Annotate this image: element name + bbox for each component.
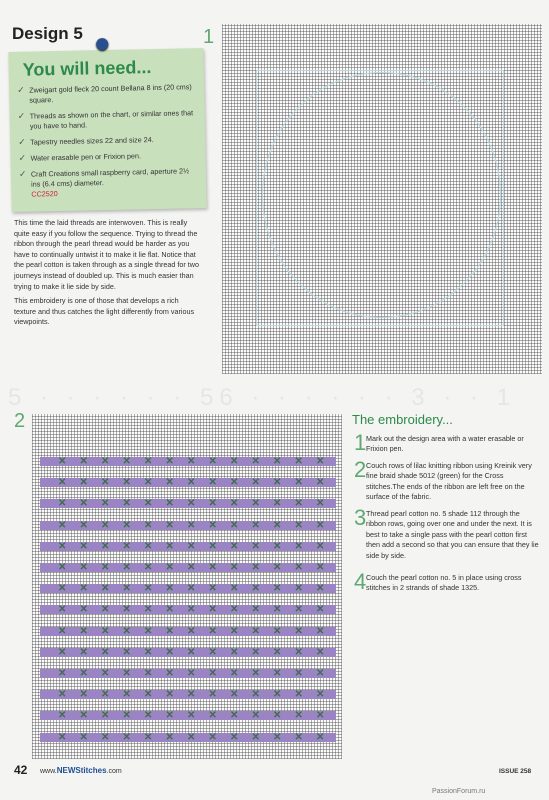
cross-stitch: ✕ — [273, 689, 282, 701]
cross-stitch: ✕ — [187, 731, 196, 743]
cross-stitch: ✕ — [122, 477, 131, 489]
cross-stitch: ✕ — [101, 625, 110, 637]
cross-stitch: ✕ — [230, 731, 239, 743]
cross-stitch: ✕ — [294, 625, 303, 637]
cross-stitch: ✕ — [251, 540, 260, 552]
cross-stitch: ✕ — [165, 456, 174, 467]
step-number: 1 — [354, 430, 367, 455]
cross-stitch: ✕ — [294, 646, 303, 658]
cross-stitch: ✕ — [165, 646, 174, 658]
cross-stitch: ✕ — [251, 646, 260, 658]
page-number: 42 — [14, 763, 28, 777]
cross-stitch: ✕ — [316, 519, 325, 531]
cross-stitch: ✕ — [208, 456, 217, 467]
cross-stitch: ✕ — [273, 604, 282, 616]
cross-stitch: ✕ — [144, 583, 153, 595]
cross-stitch: ✕ — [316, 456, 325, 467]
cross-stitch: ✕ — [122, 710, 131, 722]
cross-stitch: ✕ — [165, 540, 174, 552]
requirement-item: ✓ Craft Creations small raspberry card, aperture 2½ ins (6.4 cms) diameter. CC2520 — [19, 166, 200, 200]
cross-stitch: ✕ — [230, 625, 239, 637]
cross-stitch: ✕ — [187, 668, 196, 679]
cross-stitch: ✕ — [101, 583, 110, 595]
cross-stitch: ✕ — [79, 668, 88, 679]
cross-stitch: ✕ — [316, 731, 325, 743]
cross-stitch: ✕ — [294, 583, 303, 595]
cross-stitch: ✕ — [208, 731, 217, 743]
cross-stitch: ✕ — [187, 646, 196, 658]
cross-stitch: ✕ — [122, 689, 131, 701]
cross-stitch: ✕ — [122, 668, 131, 679]
cross-stitch: ✕ — [294, 562, 303, 573]
cross-stitch: ✕ — [58, 646, 67, 658]
cross-stitch: ✕ — [58, 519, 67, 531]
cross-stitch: ✕ — [273, 710, 282, 722]
body-paragraph: This embroidery is one of those that develops a rich texture and thus catches the light differently from various viewpoints. — [14, 296, 195, 327]
cross-stitch: ✕ — [122, 625, 131, 637]
watermark: PassionForum.ru — [432, 788, 486, 795]
cross-stitch: ✕ — [230, 456, 239, 467]
cross-stitch: ✕ — [273, 477, 282, 489]
cross-stitch: ✕ — [165, 604, 174, 616]
cross-stitch: ✕ — [165, 519, 174, 531]
cross-stitch: ✕ — [187, 583, 196, 595]
cross-stitch: ✕ — [251, 519, 260, 531]
cross-stitch: ✕ — [230, 583, 239, 595]
cross-stitch: ✕ — [251, 562, 260, 573]
cross-stitch: ✕ — [58, 456, 67, 467]
cross-stitch: ✕ — [251, 456, 260, 467]
cross-stitch: ✕ — [79, 540, 88, 552]
cross-stitch: ✕ — [273, 731, 282, 743]
cross-stitch: ✕ — [230, 689, 239, 701]
requirement-item: ✓ Tapestry needles sizes 22 and size 24. — [18, 135, 154, 147]
cross-stitch: ✕ — [58, 604, 67, 616]
design-title: Design 5 — [12, 24, 83, 43]
cross-stitch: ✕ — [79, 562, 88, 573]
requirements-title: You will need... — [22, 57, 152, 80]
cross-stitch: ✕ — [58, 689, 67, 701]
cross-stitch: ✕ — [208, 477, 217, 489]
cross-stitch: ✕ — [316, 477, 325, 489]
cross-stitch: ✕ — [208, 562, 217, 573]
step-number: 2 — [354, 457, 367, 482]
cross-stitch: ✕ — [187, 604, 196, 616]
cross-stitch: ✕ — [187, 498, 196, 510]
check-icon: ✓ — [18, 136, 26, 147]
cross-stitch: ✕ — [208, 498, 217, 510]
cross-stitch: ✕ — [251, 689, 260, 701]
cross-stitch: ✕ — [208, 540, 217, 552]
product-code: CC2520 — [31, 189, 58, 199]
cross-stitch: ✕ — [58, 477, 67, 489]
cross-stitch: ✕ — [187, 519, 196, 531]
cross-stitch: ✕ — [144, 689, 153, 701]
requirement-item: ✓ Water erasable pen or Frixion pen. — [18, 151, 142, 163]
step-4 — [354, 569, 540, 594]
step-1 — [354, 430, 540, 455]
step-text: Mark out the design area with a water erasable or Frixion pen. — [366, 434, 524, 454]
cross-stitch: ✕ — [294, 456, 303, 467]
cross-stitch: ✕ — [58, 710, 67, 722]
cross-stitch: ✕ — [79, 583, 88, 595]
cross-stitch: ✕ — [58, 668, 67, 679]
cross-stitch: ✕ — [101, 731, 110, 743]
cross-stitch: ✕ — [144, 710, 153, 722]
cross-stitch: ✕ — [273, 562, 282, 573]
cross-stitch: ✕ — [79, 604, 88, 616]
cross-stitch: ✕ — [165, 477, 174, 489]
cross-stitch: ✕ — [273, 668, 282, 679]
cross-stitch: ✕ — [187, 477, 196, 489]
cross-stitch: ✕ — [122, 562, 131, 573]
cross-stitch: ✕ — [79, 710, 88, 722]
check-icon: ✓ — [18, 152, 27, 163]
cross-stitch: ✕ — [165, 668, 174, 679]
cross-stitch: ✕ — [230, 562, 239, 573]
cross-stitch: ✕ — [187, 689, 196, 701]
cross-stitch: ✕ — [294, 498, 303, 510]
cross-stitch: ✕ — [165, 583, 174, 595]
cross-stitch: ✕ — [165, 625, 174, 637]
step-text: Couch rows of lilac knitting ribbon using Kreinik very fine braid shade 5012 (green) for the Cross stitches.The ends of the ribbon are left free on the surface of the fabric. — [366, 461, 532, 502]
cross-stitch: ✕ — [101, 604, 110, 616]
cross-stitch: ✕ — [251, 710, 260, 722]
cross-stitch: ✕ — [101, 668, 110, 679]
cross-stitch: ✕ — [122, 519, 131, 531]
cross-stitch: ✕ — [101, 646, 110, 658]
cross-stitch: ✕ — [208, 519, 217, 531]
cross-stitch: ✕ — [144, 456, 153, 467]
cross-stitch: ✕ — [208, 689, 217, 701]
cross-stitch: ✕ — [58, 625, 67, 637]
cross-stitch: ✕ — [316, 540, 325, 552]
cross-stitch: ✕ — [208, 604, 217, 616]
cross-stitch: ✕ — [58, 731, 67, 743]
cross-stitch: ✕ — [58, 562, 67, 573]
cross-stitch: ✕ — [273, 456, 282, 467]
cross-stitch: ✕ — [165, 710, 174, 722]
cross-stitch: ✕ — [294, 540, 303, 552]
step-text: Couch the pearl cotton no. 5 in place using cross stitches in 2 strands of shade 1325. — [366, 573, 522, 593]
cross-stitch: ✕ — [187, 562, 196, 573]
cross-stitch: ✕ — [294, 477, 303, 489]
cross-stitch: ✕ — [101, 562, 110, 573]
panel-number-2: 2 — [14, 410, 26, 432]
cross-stitch: ✕ — [294, 519, 303, 531]
cross-stitch: ✕ — [79, 731, 88, 743]
cross-stitch: ✕ — [101, 498, 110, 510]
cross-stitch: ✕ — [273, 540, 282, 552]
footer-website: www.NEWStitches.com — [40, 766, 122, 775]
cross-stitch: ✕ — [316, 689, 325, 701]
cross-stitch: ✕ — [79, 477, 88, 489]
show-through-text: 5 · · · · · · 56 · · · · · · 3 · · 1 — [8, 384, 516, 411]
cross-stitch: ✕ — [316, 710, 325, 722]
cross-stitch: ✕ — [165, 562, 174, 573]
cross-stitch: ✕ — [251, 731, 260, 743]
cross-stitch: ✕ — [273, 519, 282, 531]
cross-stitch: ✕ — [251, 625, 260, 637]
cross-stitch: ✕ — [122, 540, 131, 552]
cross-stitch: ✕ — [122, 583, 131, 595]
cross-stitch: ✕ — [165, 498, 174, 510]
issue-number: ISSUE 258 — [499, 768, 532, 775]
cross-stitch: ✕ — [208, 668, 217, 679]
cross-stitch: ✕ — [101, 456, 110, 467]
cross-stitch: ✕ — [273, 646, 282, 658]
cross-stitch: ✕ — [79, 625, 88, 637]
cross-stitch: ✕ — [144, 519, 153, 531]
cross-stitch: ✕ — [294, 731, 303, 743]
cross-stitch: ✕ — [144, 477, 153, 489]
cross-stitch: ✕ — [101, 540, 110, 552]
cross-stitch: ✕ — [316, 625, 325, 637]
cross-stitch: ✕ — [230, 668, 239, 679]
cross-stitch: ✕ — [58, 583, 67, 595]
check-icon: ✓ — [18, 168, 27, 179]
cross-stitch: ✕ — [316, 604, 325, 616]
cross-stitch: ✕ — [316, 498, 325, 510]
cross-stitch: ✕ — [144, 498, 153, 510]
step-3 — [354, 505, 540, 561]
embroidery-title: The embroidery... — [352, 412, 453, 427]
cross-stitch: ✕ — [230, 604, 239, 616]
check-icon: ✓ — [17, 84, 25, 95]
cross-stitch: ✕ — [208, 583, 217, 595]
cross-stitch: ✕ — [122, 498, 131, 510]
cross-stitch: ✕ — [208, 646, 217, 658]
cross-stitch: ✕ — [230, 477, 239, 489]
cross-stitch: ✕ — [251, 477, 260, 489]
cross-stitch: ✕ — [122, 646, 131, 658]
cross-stitch: ✕ — [251, 668, 260, 679]
panel-number-1: 1 — [203, 26, 215, 48]
step-number: 3 — [354, 505, 367, 530]
cross-stitch: ✕ — [144, 731, 153, 743]
cross-stitch: ✕ — [187, 625, 196, 637]
cross-stitch: ✕ — [144, 604, 153, 616]
cross-stitch: ✕ — [230, 710, 239, 722]
cross-stitch: ✕ — [144, 562, 153, 573]
cross-stitch: ✕ — [144, 668, 153, 679]
cross-stitch: ✕ — [165, 689, 174, 701]
cross-stitch: ✕ — [101, 477, 110, 489]
cross-stitch: ✕ — [122, 731, 131, 743]
check-icon: ✓ — [17, 110, 26, 121]
cross-stitch: ✕ — [294, 668, 303, 679]
cross-stitch: ✕ — [144, 646, 153, 658]
cross-stitch: ✕ — [230, 540, 239, 552]
cross-stitch: ✕ — [230, 646, 239, 658]
cross-stitch: ✕ — [79, 456, 88, 467]
cross-stitch: ✕ — [316, 668, 325, 679]
cross-stitch: ✕ — [144, 540, 153, 552]
cross-stitch: ✕ — [79, 519, 88, 531]
cross-stitch: ✕ — [294, 604, 303, 616]
requirement-item: ✓ Zweigart gold fleck 20 count Bellana 8 ins (20 cms) square. — [17, 82, 192, 105]
cross-stitch: ✕ — [251, 498, 260, 510]
cross-stitch: ✕ — [101, 689, 110, 701]
cross-stitch: ✕ — [101, 710, 110, 722]
cross-stitch: ✕ — [79, 498, 88, 510]
requirement-item: ✓ Threads as shown on the chart, or similar ones that you have to hand. — [17, 108, 194, 131]
cross-stitch: ✕ — [316, 583, 325, 595]
cross-stitch: ✕ — [294, 710, 303, 722]
cross-stitch: ✕ — [251, 604, 260, 616]
cross-stitch: ✕ — [122, 604, 131, 616]
cross-stitch: ✕ — [273, 625, 282, 637]
cross-stitch: ✕ — [79, 689, 88, 701]
step-2 — [354, 457, 540, 503]
cross-stitch: ✕ — [101, 519, 110, 531]
step-number: 4 — [354, 569, 367, 594]
cross-stitch: ✕ — [208, 710, 217, 722]
cross-stitch: ✕ — [208, 625, 217, 637]
step-text: Thread pearl cotton no. 5 shade 112 through the ribbon rows, going over one and under the next. It is best to take a single pass with the pearl cotton first then add a second so that you can ensure that they lie side by side. — [366, 509, 539, 560]
cross-stitch: ✕ — [273, 498, 282, 510]
cross-stitch: ✕ — [316, 562, 325, 573]
cross-stitch: ✕ — [251, 583, 260, 595]
cross-stitch: ✕ — [294, 689, 303, 701]
cross-stitch: ✕ — [122, 456, 131, 467]
cross-stitch: ✕ — [187, 540, 196, 552]
cross-stitch: ✕ — [58, 498, 67, 510]
cross-stitch: ✕ — [316, 646, 325, 658]
cross-stitch: ✕ — [187, 710, 196, 722]
cross-stitch: ✕ — [273, 583, 282, 595]
cross-stitch: ✕ — [79, 646, 88, 658]
body-paragraph: This time the laid threads are interwoven. This is really quite easy if you follow the sequence. Trying to thread the ribbon through the pearl thread would be harder as you have to continually untwist it to make it lie flat. Notice that the pearl cotton is taken through as a single thread for two journeys instead of doubled up. This is much easier than trying to make it lie side by side. — [14, 218, 199, 291]
cross-stitch: ✕ — [230, 498, 239, 510]
cross-stitch: ✕ — [165, 731, 174, 743]
cross-stitch: ✕ — [144, 625, 153, 637]
cross-stitch: ✕ — [58, 540, 67, 552]
cross-stitch: ✕ — [187, 456, 196, 467]
cross-stitch: ✕ — [230, 519, 239, 531]
